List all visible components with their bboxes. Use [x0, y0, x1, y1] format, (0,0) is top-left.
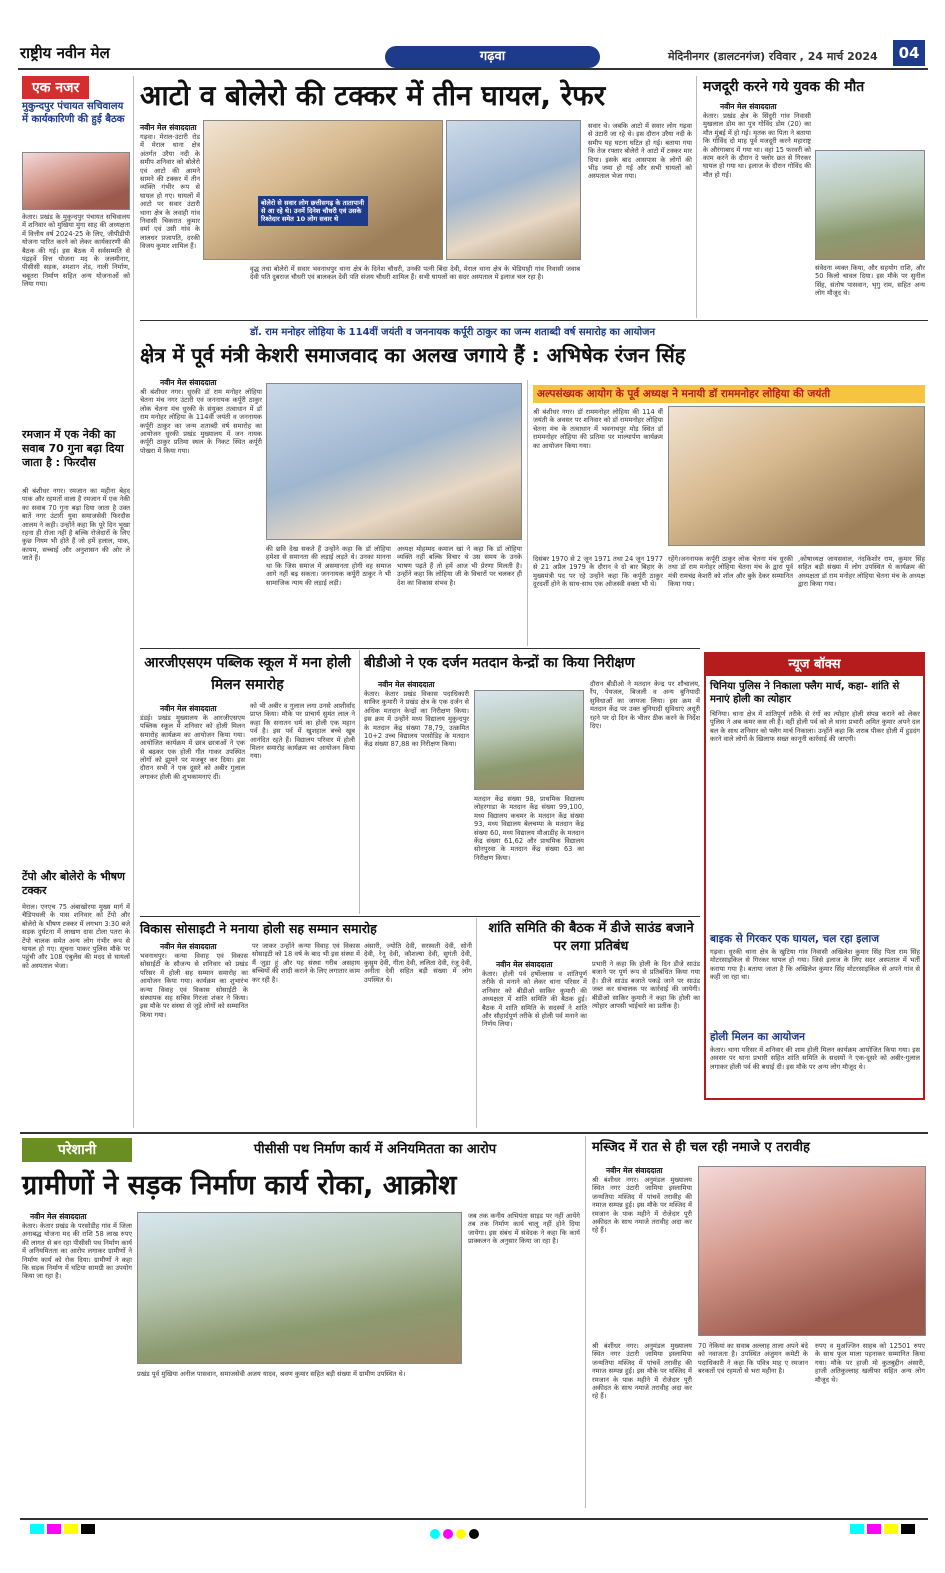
banner-text-2: की छवि देख सकते हैं उन्होंने कहा कि डॉ लोहिया हमेशा से समानता की लड़ाई लड़ते थे। उनका मानना था कि जिस समाज में असमानता होगी वह समाज आगे नहीं बढ़ सकता। जननायक कर्पूरी ठाकुर ने भी सामाजिक न्याय की लड़ाई लड़ी। — [266, 545, 391, 587]
holi-school-text: डंडई। प्रखंड मुख्यालय के आरजीएसएम पब्लिक स्कूल में शनिवार को होली मिलन समारोह कार्यक्रम का आयोजन किया गया। आयोजित कार्यक्रम में छात्र छात्राओं ने एक से बढ़कर एक होली गीत गाकर उपस्थित लोगों को झूमने पर मजबूर कर दिया। इस दौरान सभी ने एक दूसरे को अबीर गुलाल लगाकर होली की शुभकामनाएं दीं। — [140, 714, 245, 781]
bdo-byline: नवीन मेल संवाददाता — [378, 680, 435, 689]
lohia-photo — [668, 406, 925, 546]
divider — [140, 320, 928, 321]
news-box-h1: चिनिया पुलिस ने निकाला फ्लैग मार्च, कहा- शांति से मनाएं होली का त्योहार — [710, 681, 900, 705]
divider — [140, 648, 700, 649]
divider — [140, 916, 700, 917]
news-box-t2: गढ़वा। धुरकी थाना क्षेत्र के खुटिया गांव निवासी अखिलेश कुमार सिंह पिता राम सिंह मोटरसाइकिल से गिरकर घायल हो गया। जिसे इलाज के लिए सदर अस्पताल में भर्ती कराया गया है। बताया जाता है कि अखिलेश कुमार सिंह मोटरसाइकिल से अपने गांव से कहीं जा रहा था। — [710, 948, 920, 982]
news-box-h3: होली मिलन का आयोजन — [710, 1031, 805, 1043]
lead-text-a: गढ़वा। मेराल-उंटारी रोड में मेराल थाना क्षेत्र अंतर्गत उरैया नदी के समीप शनिवार को बोलेरो एवं आटो की आमने सामने की टक्कर में तीन व्यक्ति गंभीर रूप से घायल हो गए। घायलों में आटो पर सवार उंटारी थाना क्षेत्र के लवाही गांव निवासी चिकरात कुमार वर्मा एवं उसी गांव के लालधर प्रजापति, दरकी विजय कुमार शामिल हैं। — [140, 133, 200, 251]
registration-dots — [430, 1524, 482, 1543]
bdo-text: केतार। केतार प्रखंड विकास पदाधिकारी साकिर कुमारी ने प्रखंड क्षेत्र के एक दर्जन से अधिक मतदान केन्द्रों का निरीक्षण किया। इस क्रम में उन्होंने मध्य विद्यालय मुकुन्दपुर के मतदान केंद्र संख्या 78,79, उत्क्रमित 10+2 उच्च विद्यालय परसोडिह के मतदान केंद्र संख्या 87,88 का निरीक्षण किया। — [364, 690, 469, 749]
right-top-headline: मजदूरी करने गये युवक की मौत — [703, 79, 865, 95]
vikas-byline: नवीन मेल संवाददाता — [160, 942, 217, 951]
column-rule — [696, 76, 697, 318]
bdo-text-2: मतदान केंद्र संख्या 98, प्राथमिक विद्यालय लोहरगाडा के मतदान केंद्र संख्या 99,100, मध्य विद्यालय कचमर के मतदान केंद्र संख्या 93, मध्य विद्यालय बेलचम्पा के मतदान केंद्र संख्या 60, मध्य विद्यालय मौआडीह के मतदान केंद्र संख्या 61,62 और प्राथमिक विद्यालय सोनपुरवा के मतदान केंद्र संख्या 63 का निरीक्षण किया। — [474, 795, 584, 862]
lohia-text-a: श्री बंशीधर नगर। डॉ राममनोहर लोहिया की 114 वीं जयंती के अवसर पर शनिवार को डॉ राममनोहर लोहिया चेतना मंच के तत्वाधान में भवनाथपुर मोड़ स्थित डॉ राममनोहर लोहिया की प्रतिमा पर माल्यार्पण कार्यक्रम का आयोजन किया गया। — [533, 408, 663, 450]
left-story1-photo — [22, 152, 130, 210]
lead-photo-2 — [446, 120, 581, 260]
divider — [20, 1132, 928, 1134]
column-rule — [527, 380, 528, 646]
lohia-text-c: रहेंगे।जननायक कर्पूरी ठाकुर लोक चेतना मंच धुरकी तथा डॉ राम मनोहर लोहिया चेतना मंच के द्वारा पूर्व मंत्री रामचंद्र केशरी को शॉल और बुके देकर सम्मानित किया गया। — [668, 555, 793, 589]
vikas-headline: विकास सोसाइटी ने मनाया होली सह सम्मान समारोह — [140, 921, 377, 936]
page-number: 04 — [893, 40, 925, 66]
ek-nazar-tag: एक नजर — [22, 76, 89, 99]
pcc-photo — [137, 1212, 462, 1364]
pareshani-tag: परेशानी — [22, 1138, 132, 1162]
section-label: गढ़वा — [385, 46, 600, 68]
pcc-text-2: जब तक कनीय अभियंता साइड पर नहीं आयेंगे तब तक निर्माण कार्य चालू नहीं होने दिया जायेगा। इस संबंध में संवेदक ने कहा कि कार्य प्राक्कलन के अनुसार किया जा रहा है। — [468, 1212, 580, 1246]
shanti-byline: नवीन मेल संवाददाता — [496, 960, 553, 969]
banner-text-3: अध्यक्ष मोहम्मद कमाल खां ने कहा कि डॉ लोहिया व्यक्ति नहीं बल्कि विचार थे उस समय के उनके भाषण पढ़ते हैं तो हमें आज भी प्रेरणा मिलती है। उन्होंने कहा कि लोहिया जी के विचारों पर चलकर ही देश का विकास संभव है। — [397, 545, 522, 587]
column-rule — [359, 650, 360, 914]
right-top-byline: नवीन मेल संवाददाता — [720, 102, 777, 111]
taraweeh-byline: नवीन मेल संवाददाता — [606, 1166, 663, 1175]
lead-photo-caption: बोलेरो से सवार लोग छत्तीसगढ़ के तातापानी से आ रहे थे। उनमें दिनेश चौधरी एवं उसके रिश्तेदार समेत 10 लोग सवार थे — [258, 196, 368, 226]
lohia-headline: अल्पसंख्यक आयोग के पूर्व अध्यक्ष ने मनायी डॉ राममनोहर लोहिया की जयंती — [533, 385, 925, 403]
color-bar-left — [30, 1524, 95, 1534]
vikas-text-2: पर जाकर उन्होंने कन्या विवाह एवं विकास सोसाइटी को 18 वर्ष के बाद भी इस संस्था में मैं जुड़ा हूं और यह संस्था गरीब असहाय बच्चियों की शादी कराने के लिए लगातार काम कर रही है। — [252, 942, 360, 984]
news-box-title: न्यूज बॉक्स — [706, 654, 923, 676]
banner-text: श्री बंशीधर नगर। धुरकी डॉ राम मनोहर लोहिया चेतना मंच नगर उंटारी एवं जननायक कर्पूरी ठाकुर लोक चेतना मंच धुरकी के संयुक्त तत्वाधान में डॉ राम मनोहर लोहिया के 114वीं जयंती व जननायक कर्पूरी ठाकुर का जन्म शताब्दी वर्ष समारोह का आयोजन धुरकी प्रखंड मुख्यालय में जन नायक कर्पूरी ठाकुर प्रतिमा स्थल के निकट स्थित कर्पूरी पोखरा में किया गया। — [140, 388, 262, 455]
left-story2-text: श्री बंशीधर नगर। रमजान का महीना बेहद पाक और रहमतों वाला है रमजान में एक नेकी का सवाब 70 गुना बढ़ा दिया जाता है उक्त बातें नगर उंटारी युवा समाजसेवी फिरदौस आलम ने कही। उन्होंने कहा कि पूरे दिन भूखा रहना ही रोजा नहीं है बल्कि रोजेदारों के लिए कुछ नियम भी होते हैं जो हमें हलाल, पाक, कायम, सच्चाई और अनुशासन की ओर ले जाते हैं। — [22, 487, 130, 563]
left-story3-text: मेराल। एनएच 75 अंबाखोरया मुख्य मार्ग में चैडिपथली के पास शनिवार को टेंपो और बोलेरो के भीषण टक्कर में लगभग 3:30 बजे सड़क दुर्घटना में लाखण दास टोला पतरा के टेंपो चालक समेत अन्य लोग गंभीर रूप से घायल हो गए। सूचना पाकर पुलिस मौके पर पहुंची और 108 एंबुलेंस की मदद से घायलों को अस्पताल भेजा। — [22, 903, 130, 970]
pcc-kicker: पीसीसी पथ निर्माण कार्य में अनियमितता का आरोप — [253, 1142, 497, 1157]
dateline: मेदिनीनगर (डालटनगंज) रविवार , 24 मार्च 2024 — [668, 50, 878, 63]
lohia-text-d: ,कोषाध्यक्ष जायसवाल, नंदकिशोर राम, कुमार सिंह सहित बड़ी संख्या में लोग उपस्थित थे कार्यक्रम की अध्यक्षता डॉ राम मनोहर लोहिया चेतना मंच के अध्यक्ष द्वारा किया गया। — [798, 555, 925, 589]
lead-text-b: वृद्ध तथा बोलेरो में सवार भवनाथपुर थाना क्षेत्र के दिनेश चौधरी, उनकी पत्नी बिंदा देवी, मेराल थाना क्षेत्र के भेडियाही गांव निवासी जवाब देवी पति दुबराज चौधरी एवं बालकल देवी पति संजय चौधरी शामिल हैं। सभी घायलों का सदर अस्पताल में इलाज चल रहा है। — [250, 265, 580, 282]
bdo-text-3: दौरान बीडीओ ने मतदान केन्द्र पर शौचालय, रैंप, पेयजल, बिजली व अन्य बुनियादी सुविधाओं का जायजा लिया। इस क्रम में मतदान केंद्र पर उक्त बुनियादी सुविधाएं अधूरी रहने पर दो दिन के भीतर ठीक करने के निर्देश दिए। — [590, 680, 700, 731]
masthead: राष्ट्रीय नवीन मेल — [20, 44, 110, 62]
left-story2-headline: रमजान में एक नेकी का सवाब 70 गुना बढ़ा दिया जाता है : फिरदौस — [22, 428, 124, 469]
banner-headline: क्षेत्र में पूर्व मंत्री केशरी समाजवाद का अलख जगाये हैं : अभिषेक रंजन सिंह — [140, 343, 686, 367]
vikas-text: भवनाथपुर। कन्या विवाह एवं विकास सोसाईटी के सौजन्य से शनिवार को प्रखंड परिसर में होली सह सम्मान समारोह का आयोजन किया गया। कार्यक्रम का शुभारंभ कन्या विवाह एवं विकास सोसाईटी के संस्थापक सह सचिव गिरजा शंकर ने किया। इस मौके पर संस्था से जुड़े लोगों को सम्मानित किया गया। — [140, 952, 248, 1019]
taraweeh-text-2: 70 नेकियां का सवाब अल्लाह ताला अपने बंदे को नवाजता है। उपस्थित अंजुमन कमेटी के पदाधिकारी ने कहा कि पवित्र माह ए रमजान बरकतों एवं रहमतों से भरा महीना है। — [698, 1342, 808, 1376]
holi-school-text-2: को भी अबीर व गुलाल लगा उनसे आशीर्वाद प्राप्त किया। मौके पर प्राचार्य सुमंत लाल ने कहा कि सनातन धर्म का होली एक महान पर्व है। इस पर्व में खुशहाल बच्चे खूब आनंदित रहते हैं। विद्यालय परिवार में होली मिलन समारोह कार्यक्रम का आयोजन किया गया। — [250, 702, 355, 761]
pcc-byline: नवीन मेल संवाददाता — [30, 1212, 87, 1221]
pcc-text: केतार। केतार प्रखंड के परसोडीह गांव में जिला अनाबद्ध योजना मद की राशि 58 लाख रुपए की लागत से बन रहा पीसीसी पथ निर्माण कार्य में अनियमितता का आरोप लगाकर ग्रामीणों ने निर्माण कार्य को रोक दिया। ग्रामीणों ने कहा कि सड़क निर्माण में घटिया सामग्री का उपयोग किया जा रहा है। — [22, 1222, 132, 1281]
banner-byline: नवीन मेल संवाददाता — [160, 378, 217, 387]
taraweeh-photo — [698, 1166, 926, 1336]
banner-kicker: डॉ. राम मनोहर लोहिया के 114वीं जयंती व जननायक कर्पूरी ठाकुर का जन्म शताब्दी वर्ष समारोह का आयोजन — [250, 327, 656, 338]
shanti-text-2: प्रभारी ने कहा कि होली के दिन डीजे साउंड बजाने पर पूर्ण रूप से प्रतिबंधित किया गया है। डीजे साउंड बजाते पकड़े जाने पर साउंड जब्त कर संचालक पर कार्रवाई की जायेगी। बीडीओ साकिर कुमारी ने कहा कि होली का त्योहार आपसी भाईचारे का प्रतीक है। — [592, 960, 700, 1011]
lead-photo-1 — [203, 120, 443, 260]
taraweeh-text: श्री बंशीधर नगर। अनुमंडल मुख्यालय स्थित नगर उंटारी जामिया इस्लामिया जन्मतिया मस्जिद में पांचवें तरावीह की नमाज सम्पन्न हुई। इस मौके पर मस्जिद में रमजान के पाक महीने में रोजेदार पूरी अकीदत के साथ नमाजे तरावीह अदा कर रहे हैं। — [592, 1176, 692, 1235]
left-story1-text: केतार। प्रखंड के मुकुन्दपुर पंचायत सचिवालय में शनिवार को मुखिया मुंगा साह की अध्यक्षता में वित्तीय वर्ष 2024-25 के लिए, जीपीडीपी योजना पारित करने को लेकर कार्यकारणी की बैठक की गई। इस बैठक में सर्वसम्मति से पंद्रहवें वित्त योजना मद के जलमीनार, पीसीसी सड़क, श्मशान शेड, नाली निर्माण, चबूतरा निर्माण सहित अन्य योजनाओं को लिया गया। — [22, 213, 130, 289]
news-box-t3: केतार। थाना परिसर में शनिवार की शाम होली मिलन कार्यक्रम आयोजित किया गया। इस अवसर पर थाना प्रभारी सहित शांति समिति के सदस्यों ने एक-दूसरे को अबीर-गुलाल लगाकर होली पर्व की बधाई दी। इस मौके पर अन्य लोग मौजूद थे। — [710, 1046, 920, 1071]
column-rule — [133, 76, 134, 1128]
news-box-h2: बाइक से गिरकर एक घायल, चल रहा इलाज — [710, 933, 880, 945]
vikas-text-3: अंसारी, ज्योति देवी, सरस्वती देवी, सोनी देवी, रेनू देवी, कौशल्या देवी, सुगंती देवी, कुसुम देवी, गीता देवी, ललिता देवी, रंजू देवी, अनीता देवी सहित बड़ी संख्या में लोग उपस्थित थे। — [364, 942, 472, 984]
left-story3-headline: टेंपो और बोलेरो के भीषण टक्कर — [22, 870, 125, 897]
bdo-photo — [474, 690, 584, 790]
news-box-t1: चिनिया। थाना क्षेत्र में शांतिपूर्ण तरीके से रंगों का त्योहार होली संपन्न कराने को लेकर पुलिस ने अब कमर कस ली है। वहीं होली पर्व को ले थाना प्रभारी अमित कुमार अपने दल बल के साथ शनिवार को फ्लैग मार्च निकाला। उन्होंने कहा कि शराब पीकर होली में हुड़दंग करने वाले लोगों के खिलाफ सख्त कानूनी कार्रवाई की जाएगी। — [710, 710, 920, 744]
right-top-photo — [815, 150, 925, 260]
lead-headline: आटो व बोलेरो की टक्कर में तीन घायल, रेफर — [140, 79, 606, 112]
right-top-text: केतार। प्रखंड क्षेत्र के सिंदुरी गांव निवासी मुखलाल डोम का पुत्र गोविंद डोम (20) का मौत मुंबई में हो गई। मृतक का पिता ने बताया कि गोविंद दो माह पूर्व मजदूरी करने महाराष्ट्र के औरंगाबाद में गया था। वहां 15 फरवरी को काम करने के दौरान दे फ्लोर छत से गिरकर घायल हो गया था। इलाज के दौरान गोविंद की मौत हो गई। — [703, 112, 811, 179]
column-rule — [585, 1136, 586, 1508]
left-story1-headline: मुकुन्दपुर पंचायत सचिवालय में कार्यकारिणी की हुई बैठक — [22, 101, 125, 125]
lohia-text-b: दिसंबर 1970 से 2 जून 1971 तथा 24 जून 1977 से 21 अप्रैल 1979 के दौरान वे दो बार बिहार के मुख्यमंत्री पद पर रहे उन्होंने कहा कि कर्पूरी ठाकुर दूरदर्शी होने के साथ-साथ एक ओजस्वी वक्ता भी थे। — [533, 555, 663, 589]
holi-school-byline: नवीन मेल संवाददाता — [160, 704, 217, 713]
footer-rule — [20, 1518, 928, 1520]
column-rule — [476, 918, 477, 1128]
holi-school-headline: आरजीएसएम पब्लिक स्कूल में मना होली मिलन समारोह — [144, 655, 351, 693]
lead-byline: नवीन मेल संवाददाता — [140, 123, 197, 132]
taraweeh-text-continued: श्री बंशीधर नगर। अनुमंडल मुख्यालय स्थित नगर उंटारी जामिया इस्लामिया जन्मतिया मस्जिद में पांचवें तरावीह की नमाज सम्पन्न हुई। इस मौके पर मस्जिद में रमजान के पाक महीने में रोजेदार पूरी अकीदत के साथ नमाजे तरावीह अदा कर रहे हैं। — [592, 1342, 692, 1401]
right-top-caption: संवेदना व्यक्त किया, और सहयोग राशि, और 50 किलो चावल दिया। इस मौके पर सुनील सिंह, संतोष पासवान, भृगु राम, सहित अन्य लोग मौजूद थे। — [815, 264, 925, 298]
bdo-headline: बीडीओ ने एक दर्जन मतदान केन्द्रों का किया निरीक्षण — [364, 655, 635, 671]
pcc-text-3: प्रखंड पूर्व मुखिया अनील पासवान, समाजसेवी अजय यादव, श्रवण कुमार सहित बड़ी संख्या में ग्रामीण उपस्थित थे। — [137, 1370, 406, 1378]
banner-photo — [266, 383, 522, 540]
color-bar-right — [850, 1524, 915, 1534]
shanti-text: केतार। होली पर्व हर्षोल्लास व शांतिपूर्ण तरीके से मनाने को लेकर थाना परिसर में शनिवार को बीडीओ साकिर कुमारी की अध्यक्षता में शांति समिति की बैठक हुई। बैठक में शांति समिति के सदस्यों ने शांति और सौहार्दपूर्ण तरीके से होली पर्व मनाने का निर्णय लिया। — [482, 970, 587, 1029]
taraweeh-headline: मस्जिद में रात से ही चल रही नमाजे ए तरावीह — [592, 1140, 810, 1155]
pcc-headline: ग्रामीणों ने सड़क निर्माण कार्य रोका, आक्रोश — [22, 1170, 457, 1201]
shanti-headline: शांति समिति की बैठक में डीजे साउंड बजाने पर लगा प्रतिबंध — [488, 921, 694, 954]
lead-text-c: सवार थे। जबकि आटो में सवार लोग गढ़वा से उंटारी जा रहे थे। इस दौरान उरैया नदी के समीप यह घटना घटित हो गई। बताया गया कि तेज रफ्तार बोलेरो ने आटो में टक्कर मार दिया। इसके बाद आसपास के लोगों की भीड़ जमा हो गई और सभी घायलों को अस्पताल भेजा गया। — [588, 122, 692, 181]
taraweeh-text-3: रुपए व मुअज्जिन साहब को 12501 रुपए के साथ फूल माला पहनाकर सम्मानित किया गया। मौके पर हाजी मो कुतबुद्दीन अंसारी, हाजी अतिकुल्लाह खलीफा सहित अन्य लोग मौजूद थे। — [815, 1342, 925, 1384]
